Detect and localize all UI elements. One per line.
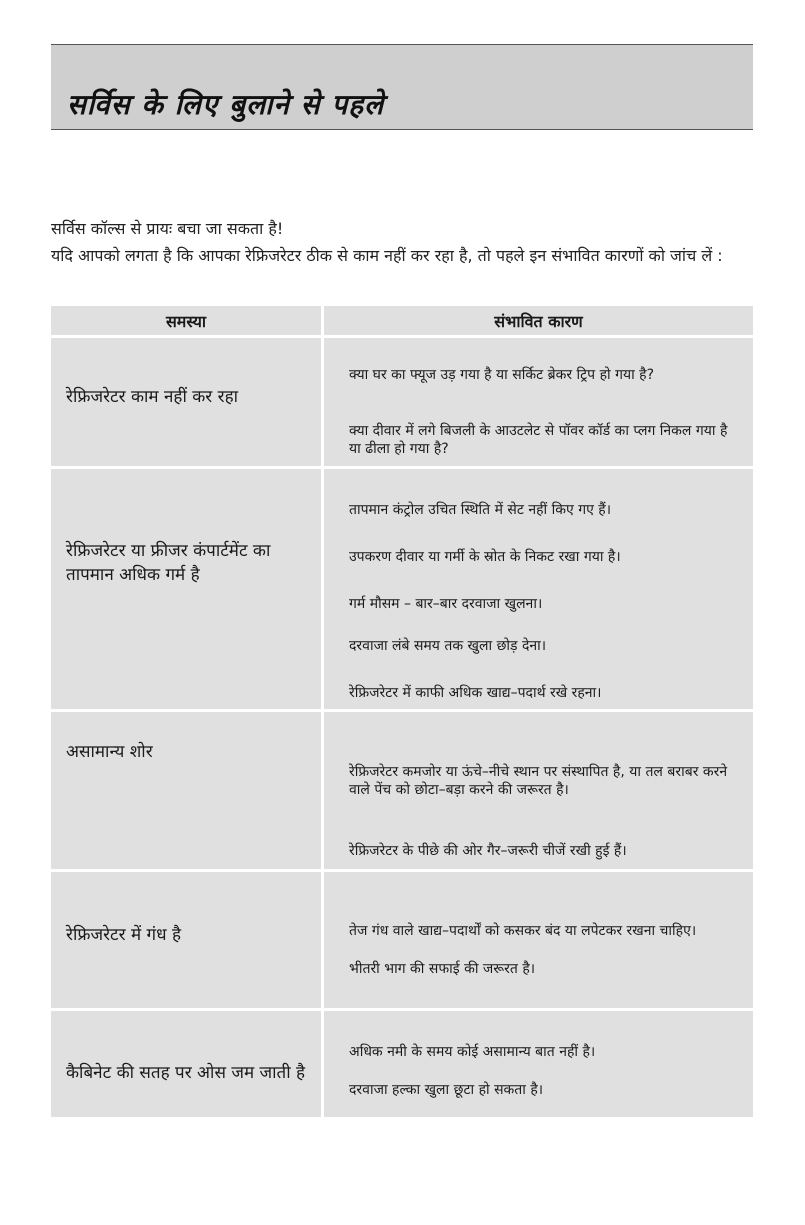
cause-text: तापमान कंट्रोल उचित स्थिति में सेट नहीं किए गए हैं। (349, 502, 612, 518)
table-row (51, 712, 753, 872)
causes-cell (324, 469, 753, 712)
table-row (51, 338, 753, 469)
problem-text: असामान्य शोर (66, 742, 153, 762)
cause-text: क्या दीवार में लगे बिजली के आउटलेट से पॉवर कॉर्ड का प्लग निकल गया है या ढीला हो गया है? (349, 423, 728, 457)
problem-cell (51, 469, 324, 712)
cause-text: दरवाजा लंबे समय तक खुला छोड़ देना। (349, 638, 547, 654)
cause-text: रेफ्रिजरेटर के पीछे की ओर गैर–जरूरी चीजें रखी हुई हैं। (349, 843, 627, 859)
table-row (51, 872, 753, 1011)
cause-text: क्या घर का फ्यूज उड़ गया है या सर्किट ब्रेकर ट्रिप हो गया है? (349, 367, 655, 383)
column-header-causes: संभावित कारण (324, 306, 753, 338)
intro-line-1: सर्विस कॉल्स से प्रायः बचा जा सकता है! (51, 219, 284, 238)
causes-cell (324, 712, 753, 872)
section-title-bar (51, 44, 753, 130)
problem-text: कैबिनेट की सतह पर ओस जम जाती है (66, 1063, 306, 1083)
page-title: सर्विस के लिए बुलाने से पहले (67, 88, 385, 121)
cause-text: अधिक नमी के समय कोई असामान्य बात नहीं है। (349, 1044, 596, 1060)
causes-cell (324, 872, 753, 1011)
causes-cell (324, 338, 753, 469)
problem-cell (51, 712, 324, 872)
cause-text: रेफ्रिजरेटर कमजोर या ऊंचे–नीचे स्थान पर संस्थापित है, या तल बराबर करने वाले पेंच को छोटा–बड़ा करने की जरूरत है। (349, 764, 728, 798)
column-header-problem: समस्या (51, 306, 324, 338)
problem-text: रेफ्रिजरेटर में गंध है (66, 925, 181, 945)
cause-text: गर्म मौसम – बार–बार दरवाजा खुलना। (349, 596, 543, 612)
intro-text (51, 216, 751, 268)
causes-cell (324, 1011, 753, 1120)
problem-cell (51, 872, 324, 1011)
problem-cell (51, 338, 324, 469)
problem-cell (51, 1011, 324, 1120)
cause-text: भीतरी भाग की सफाई की जरूरत है। (349, 961, 536, 977)
troubleshooting-table (51, 306, 753, 1120)
intro-line-2: यदि आपको लगता है कि आपका रेफ्रिजरेटर ठीक से काम नहीं कर रहा है, तो पहले इन संभावित कारणों को जांच लें : (51, 246, 723, 265)
cause-text: तेज गंध वाले खाद्य–पदार्थों को कसकर बंद या लपेटकर रखना चाहिए। (349, 923, 697, 939)
table-row (51, 469, 753, 712)
table-header-row (51, 306, 753, 338)
problem-text: रेफ्रिजरेटर या फ्रीजर कंपार्टमेंट का तापमान अधिक गर्म है (66, 541, 271, 585)
cause-text: दरवाजा हल्का खुला छूटा हो सकता है। (349, 1082, 544, 1098)
cause-text: उपकरण दीवार या गर्मी के स्रोत के निकट रखा गया है। (349, 549, 621, 565)
problem-text: रेफ्रिजरेटर काम नहीं कर रहा (66, 387, 239, 407)
cause-text: रेफ्रिजरेटर में काफी अधिक खाद्य–पदार्थ रखे रहना। (349, 685, 602, 701)
table-row (51, 1011, 753, 1120)
